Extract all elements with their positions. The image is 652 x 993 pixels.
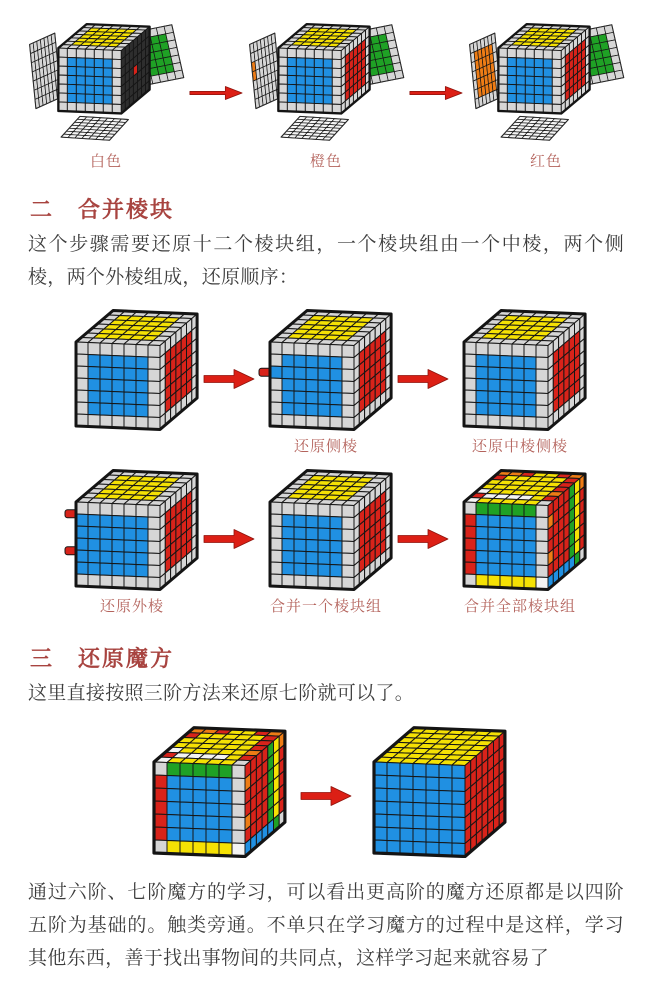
figure-restore-outer-edges bbox=[64, 460, 200, 618]
figure-caption: 合并全部棱块组 bbox=[463, 598, 576, 616]
figure-solved-cube bbox=[365, 716, 507, 858]
cube-mid-side-edges-illustration bbox=[452, 300, 588, 432]
edges-figure-row-2 bbox=[0, 460, 652, 618]
cube-solved-illustration bbox=[365, 716, 507, 858]
arrow-right-icon bbox=[408, 83, 464, 103]
figure-orange-center bbox=[246, 12, 406, 173]
cube-scrambled-illustration bbox=[145, 716, 287, 858]
cube-one-group-illustration bbox=[258, 460, 394, 592]
section2-heading: 二 合并棱块 bbox=[30, 197, 175, 222]
arrow-right-icon bbox=[299, 783, 353, 809]
cube-side-edges-illustration bbox=[258, 300, 394, 432]
cube-all-groups-illustration bbox=[452, 460, 588, 592]
closing-paragraph: 通过六阶、七阶魔方的学习，可以看出更高阶的魔方还原都是以四阶五阶为基础的。触类旁通。不单只在学习魔方的过程中是这样，学习其他东西，善于找出事物间的共同点，这样学习起来就容易了 bbox=[28, 882, 624, 970]
figure-restore-mid-side-edges bbox=[452, 300, 588, 458]
arrow-right-icon bbox=[188, 83, 244, 103]
figure-merge-all-groups bbox=[452, 460, 588, 618]
arrow-right-icon bbox=[396, 526, 450, 552]
section3-heading: 三 还原魔方 bbox=[30, 646, 175, 672]
figure-merge-one-group bbox=[258, 460, 394, 618]
figure-white-center bbox=[26, 12, 186, 173]
figure-caption: 白色 bbox=[89, 153, 122, 170]
centers-figure-row bbox=[0, 12, 652, 173]
figure-before-three-step-solve bbox=[145, 716, 287, 858]
section3-paragraph: 这里直接按照三阶方法来还原七阶就可以了。 bbox=[28, 683, 415, 705]
figure-red-center bbox=[466, 12, 626, 173]
figure-caption: 橙色 bbox=[309, 153, 342, 170]
final-figure-row bbox=[0, 716, 652, 858]
cube-orange-center-illustration bbox=[246, 12, 406, 147]
figure-caption: 还原外棱 bbox=[99, 598, 164, 616]
arrow-right-icon bbox=[202, 366, 256, 392]
figure-restore-side-edges bbox=[258, 300, 394, 458]
figure-caption: 还原中棱侧棱 bbox=[471, 438, 568, 456]
figure-caption: 还原侧棱 bbox=[293, 438, 358, 456]
cube-outer-edges-illustration bbox=[64, 460, 200, 592]
arrow-right-icon bbox=[202, 526, 256, 552]
cube-white-center-illustration bbox=[26, 12, 186, 147]
cube-edges-start-illustration bbox=[64, 300, 200, 432]
edges-figure-row-1 bbox=[0, 300, 652, 458]
figure-edges-start bbox=[64, 300, 200, 458]
figure-caption: 合并一个棱块组 bbox=[269, 598, 382, 616]
arrow-right-icon bbox=[396, 366, 450, 392]
figure-caption: 红色 bbox=[529, 153, 562, 170]
cube-red-center-illustration bbox=[466, 12, 626, 147]
section2-paragraph: 这个步骤需要还原十二个棱块组，一个棱块组由一个中棱，两个侧棱，两个外棱组成，还原顺序： bbox=[28, 234, 624, 289]
